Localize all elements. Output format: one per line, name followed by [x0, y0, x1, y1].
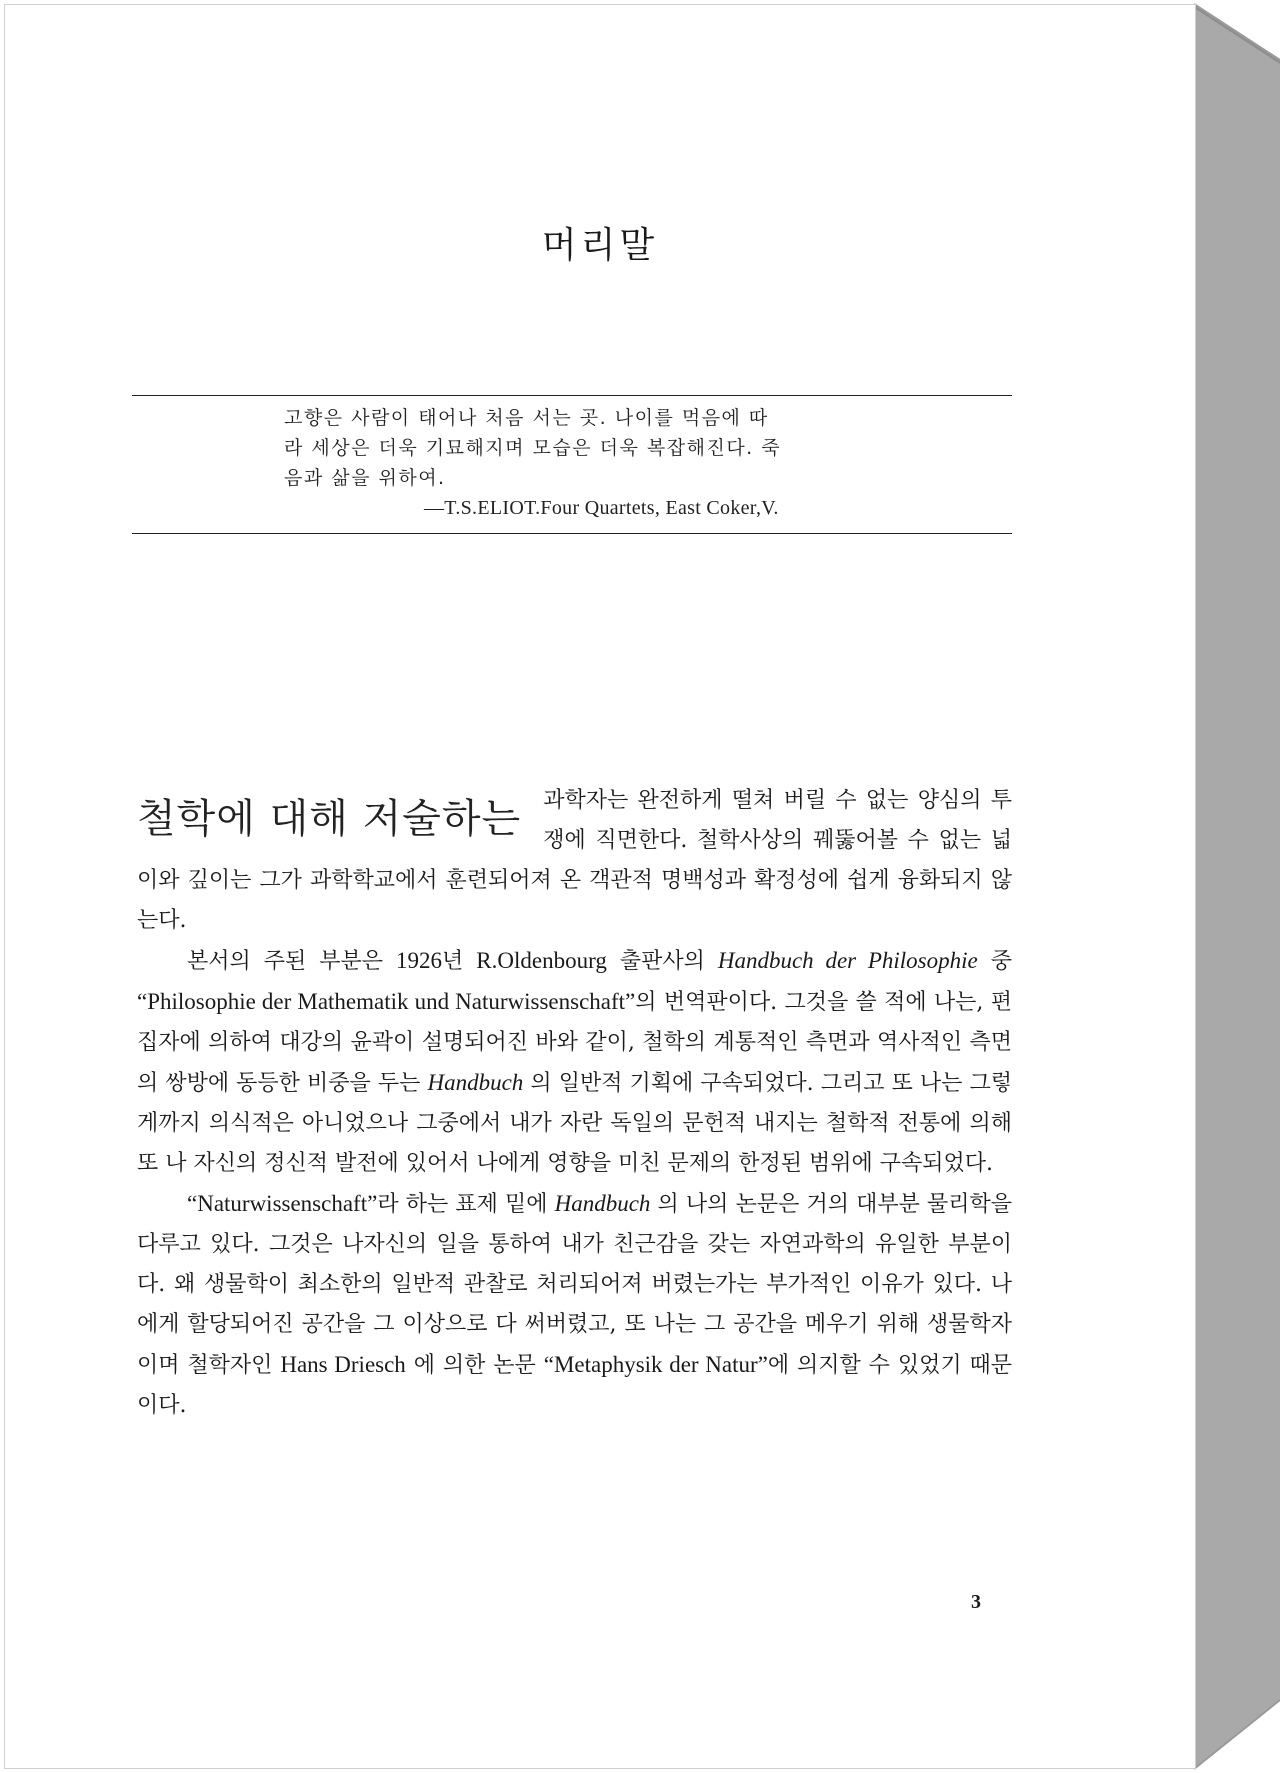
epigraph	[284, 403, 874, 523]
handbook-title: Handbuch der Philosophie	[717, 948, 978, 973]
paragraph-3	[137, 1184, 1012, 1426]
text-run: 년	[442, 949, 477, 974]
lead-in-heading: 철학에 대해 저술하는	[137, 796, 522, 842]
text-run: 출판사의	[606, 949, 718, 974]
epigraph-bottom-rule	[132, 533, 1012, 534]
paragraph-1-text: 과학자는 완전하게 떨쳐 버릴 수 없는 양심의 투쟁에 직면한다. 철학사상의 꿰뚫어볼 수 없는 넓이와 깊이는 그가 과학학교에서 훈련되어져 온 객관적 명백성과 확정성에 쉽게 융화되지 않는다.	[137, 788, 1012, 933]
text-run: 에 의한 논문	[405, 1353, 544, 1378]
publisher-name: R.Oldenbourg	[476, 948, 607, 973]
term-naturwissenschaft: “Naturwissenschaft”	[187, 1191, 378, 1216]
page-title: 머리말	[541, 225, 659, 266]
paragraph-2	[137, 941, 1012, 1184]
author-name: Hans Driesch	[280, 1352, 406, 1377]
epigraph-top-rule	[132, 395, 1012, 396]
epigraph-line: 음과 삶을 위하여.	[284, 467, 446, 489]
text-run: 에 의지할 수 있었기 때문이다.	[137, 1353, 1012, 1418]
text-run: 본서의 주된 부분은	[187, 949, 397, 974]
handbuch-title: Handbuch	[427, 1070, 524, 1095]
text-run: 중	[977, 949, 1013, 974]
epigraph-source: —T.S.ELIOT.Four Quartets, East Coker,V.	[424, 497, 779, 519]
epigraph-line: 라 세상은 더욱 기묘해지며 모습은 더욱 복잡해진다. 죽	[284, 437, 782, 459]
handbuch-title: Handbuch	[554, 1191, 651, 1216]
year: 1926	[396, 948, 443, 973]
text-run: 의 번역판이다. 그것을 쓸 적에 나는, 편집자에 의하여 대강의 윤곽이 설명되어진 바와 같이, 철학의 계통적인 측면과 역사적인 측면의 쌍방에 동등한 비중을 두는	[137, 990, 1013, 1096]
text-run: 의 나의 논문은 거의 대부분 물리학을 다루고 있다. 그것은 나자신의 일을 통하여 내가 친근감을 갖는 자연과학의 유일한 부분이다. 왜 생물학이 최소한의 일반적 관찰로 처리되어져 버렸는가는 부가적인 이유가 있다. 나에게 할당되어진 공간을 그 이상으로 다 써버렸고, 또 나는 그 공간을 메우기 위해 생물학자이며 철학자인	[137, 1192, 1012, 1378]
article-title: “Metaphysik der Natur”	[543, 1352, 768, 1377]
body-text	[137, 781, 1012, 1426]
document-page	[4, 4, 1196, 1769]
epigraph-line: 고향은 사람이 태어나 처음 서는 곳. 나이를 먹음에 따	[284, 407, 769, 429]
article-title: “Philosophie der Mathematik und Naturwissenschaft”	[137, 989, 636, 1014]
page-number: 3	[971, 1591, 981, 1613]
text-run: 의 일반적 기획에 구속되었다. 그리고 또 나는 그렇게까지 의식적은 아니었으나 그중에서 내가 자란 독일의 문헌적 내지는 철학적 전통에 의해 또 나 자신의 정신적 발전에 있어서 나에게 영향을 미친 문제의 한정된 범위에 구속되었다.	[137, 1071, 1012, 1176]
text-run: 라 하는 표제 밑에	[377, 1192, 555, 1217]
